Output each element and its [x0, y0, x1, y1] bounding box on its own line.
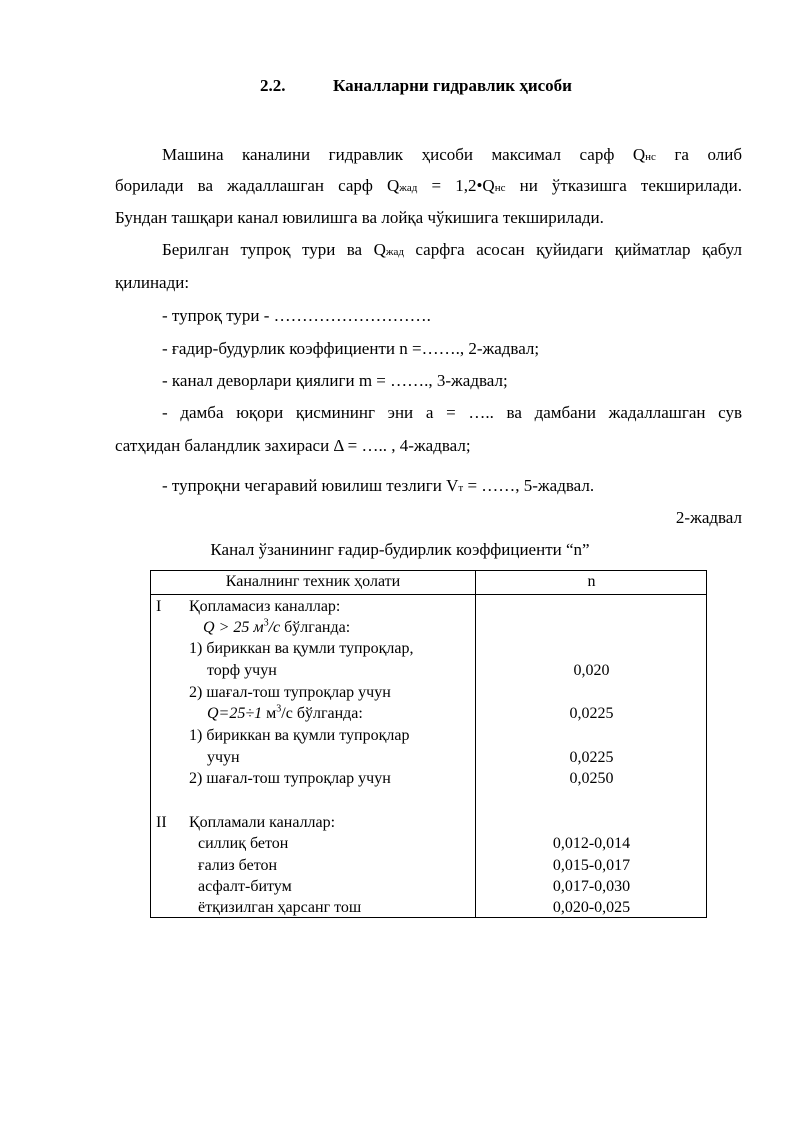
para1-line3: Бундан ташқари канал ювилишга ва лойқа чўкишига текширилади.	[115, 208, 604, 227]
list-item-dam-width: - дамба юқори қисмининг эни а = ….. ва дамбани жадаллашган сув	[162, 403, 742, 422]
row-1-value: 0,020	[573, 662, 610, 679]
row-1a: 1) бириккан ва қумли тупроқлар,	[189, 640, 414, 657]
section-1-roman: I	[156, 598, 162, 615]
table-header-n: n	[587, 573, 596, 590]
para2-line2: қилинади:	[115, 273, 190, 292]
section-2-title: Қопламали каналлар:	[189, 814, 336, 831]
table-row-label: асфалт-битум	[198, 878, 292, 895]
row-3a: 1) бириккан ва қумли тупроқлар	[189, 727, 410, 744]
table-row-label: ётқизилган ҳарсанг тош	[198, 899, 362, 916]
para1-line2: борилади ва жадаллашган сарф Qжад = 1,2•Qнс ни ўтказишга текширилади.	[115, 176, 742, 195]
condition-2-value: 0,0225	[569, 705, 614, 722]
list-item-soil-type: - тупроқ тури - ……………………….	[162, 306, 431, 325]
table-caption: Канал ўзанининг ғадир-будирлик коэффициенти “n”	[210, 540, 590, 559]
table-row-value: 0,015-0,017	[552, 857, 631, 874]
table-row-label: ғализ бетон	[198, 857, 278, 874]
row-1b: торф учун	[207, 662, 277, 679]
row-2: 2) шағал-тош тупроқлар учун	[189, 684, 391, 701]
table-reference: 2-жадвал	[675, 508, 742, 527]
section-1-title: Қопламасиз каналлар:	[189, 598, 341, 615]
para2-line1: Берилган тупроқ тури ва Qжад сарфга асосан қуйидаги қийматлар қабул	[162, 240, 742, 259]
row-3-value: 0,0225	[569, 749, 614, 766]
row-4: 2) шағал-тош тупроқлар учун	[189, 770, 391, 787]
row-4-value: 0,0250	[569, 770, 614, 787]
list-item-freeboard: сатҳидан баландлик захираси Δ = ….. , 4-жадвал;	[115, 436, 471, 455]
section-2-roman: II	[156, 814, 167, 831]
table-row-label: силлиқ бетон	[198, 835, 289, 852]
table-row-value: 0,017-0,030	[552, 878, 631, 895]
table-row-value: 0,020-0,025	[552, 899, 631, 916]
table-header-condition: Каналнинг техник ҳолати	[225, 573, 401, 590]
condition-1: Q > 25 $м^3/с$ бўлганда:	[203, 617, 351, 636]
condition-2: Q=25÷1 $м^3/с$ бўлганда:	[207, 703, 363, 722]
para1-line1: Машина каналини гидравлик ҳисоби максимал сарф Qнс га олиб	[162, 145, 742, 164]
row-3b: учун	[207, 749, 240, 766]
list-item-slope: - канал деворлари қиялиги m = ……., 3-жадвал;	[162, 371, 508, 390]
list-item-roughness: - ғадир-будурлик коэффициенти n =……., 2-жадвал;	[162, 339, 540, 358]
section-number: 2.2.	[260, 76, 286, 95]
table-row-value: 0,012-0,014	[552, 835, 631, 852]
list-item-velocity: - тупроқни чегаравий ювилиш тезлиги Vт = ……, 5-жадвал.	[162, 476, 595, 495]
section-title: Каналларни гидравлик ҳисоби	[333, 76, 572, 95]
roughness-table	[150, 570, 707, 918]
